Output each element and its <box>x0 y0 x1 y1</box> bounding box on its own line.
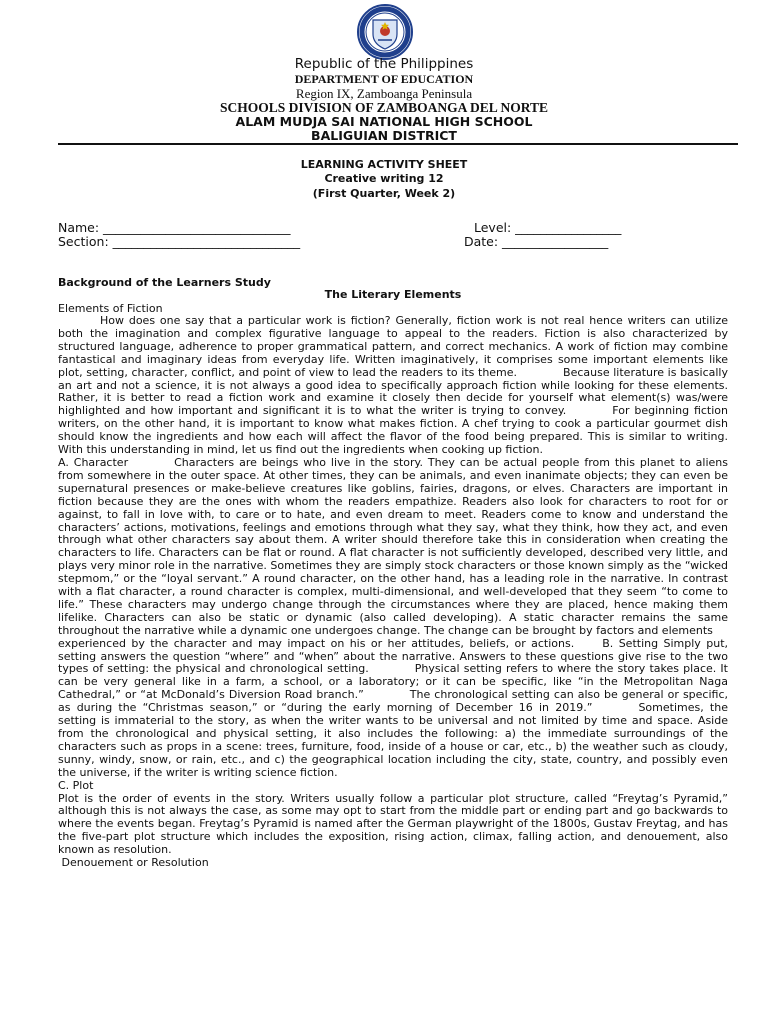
sheet-quarter: (First Quarter, Week 2) <box>312 187 456 200</box>
intro-part-2: Because literature is basically an art and not a science, it is not always a good idea to specifically approach fiction while looking for these elements. Rather, it is better to read a fiction work and examine it closely then decide for yourself what element(s) was/were highlighted and how important and significant it is to what the writer is trying to convey. <box>58 365 728 418</box>
denouement-heading <box>58 857 728 870</box>
deped-seal-icon <box>352 4 418 60</box>
header-division: SCHOOLS DIVISION OF ZAMBOANGA DEL NORTE <box>220 100 548 115</box>
date-field: Date: _________________ <box>464 234 609 249</box>
intro-part-1: How does one say that a particular work is fiction? Generally, fiction work is not real hence writers can utilize both the imagination and complex figurative language to appeal to the readers. Fiction is also characterized by structured language, adherence to proper grammatical pattern, and correct mechanics. A work of fiction may combine fantastical and imaginary ideas from everyday life. Written imaginatively, it comprises some important elements like plot, setting, character, conflict, and point of view to lead the readers to its theme. <box>58 314 728 379</box>
setting-part-1: Simply put, setting answers the question “where” and “when” about the narrative. Answers to these questions give rise to the two types of setting: the physical and chronological setting. <box>58 636 728 676</box>
setting-part-2: Physical setting refers to where the story takes place. It can be very general like in a farm, a school, or a laboratory; or it can be specific, like “in the Metropolitan Naga Cathedral,” or “at McDonald’s Diversion Road branch.” <box>58 662 728 702</box>
header-school: ALAM MUDJA SAI NATIONAL HIGH SCHOOL <box>235 114 533 129</box>
plot-label: C. Plot <box>58 778 94 792</box>
header-district: BALIGUIAN DISTRICT <box>311 128 457 143</box>
background-title: Background of the Learners Study <box>58 276 271 289</box>
header-department: DEPARTMENT OF EDUCATION <box>294 72 474 86</box>
intro-paragraph <box>58 315 728 457</box>
level-field: Level: _________________ <box>474 220 622 235</box>
literary-elements-title: The Literary Elements <box>324 288 462 301</box>
character-continued: experienced by the character and may impact on his or her attitudes, beliefs, or actions. <box>58 636 575 650</box>
body-text <box>58 315 728 870</box>
denouement-text: Denouement or Resolution <box>61 856 209 870</box>
name-field: Name: ______________________________ <box>58 220 291 235</box>
intro-part-3: For beginning fiction writers, on the other hand, it is important to know what makes fiction. A chef trying to cook a particular gourmet dish should know the ingredients and how each will affect the flavor of the food being prepared. This is similar to writing. With this understanding in mind, let us find out the ingredients when cooking up fiction. <box>58 404 728 457</box>
character-text: Characters are beings who live in the story. They can be actual people from this planet to aliens from somewhere in the outer space. At other times, they can be animals, and even inanimate objects; they can even be supernatural presences or make-believe creatures like goblins, fairies, dragons, or elves. Characters are important in fiction because they are the ones with whom the readers empathize. Readers also look for characters to root for or against, to fall in love with, to care or to hate, and even dream to meet. Readers come to know and understand the characters’ actions, motivations, feelings and emotions through what they say, what they think, how they act, and even through what other characters say about them. A writer should therefore take this in consideration when creating the characters to life. Characters can be flat or round. A flat character is not sufficiently developed, described very little, and plays very minor role in the narrative. Sometimes they are simply stock characters or those known simply as the “wicked stepmom,” or the “loyal servant.” A round character, on the other hand, has a leading role in the narrative. In contrast with a flat character, a round character is complex, multi-dimensional, and well-developed that they seem “to come to life.” These characters may undergo change through the circumstances where they are placed, hence making them lifelike. Characters can also be static or dynamic (also called developing). A static character remains the same throughout the narrative while a dynamic one undergoes change. The change can be brought by factors and elements <box>58 455 728 637</box>
character-paragraph <box>58 457 728 638</box>
setting-paragraph <box>58 638 728 780</box>
setting-part-3: The chronological setting can also be general or specific, as during the “Christmas season,” or “during the early morning of December 16 in 2019.” <box>58 688 728 715</box>
header-region: Region IX, Zamboanga Peninsula <box>295 86 473 101</box>
character-label: A. Character <box>58 455 129 469</box>
plot-paragraph: Plot is the order of events in the story. Writers usually follow a particular plot structure, called “Freytag’s Pyramid,” although this is not always the case, as some may opt to start from the middle part or ending part and go backwards to where the events began. Freytag’s Pyramid is named after the German playwright of the 1800s, Gustav Freytag, and has the five-part plot structure which includes the exposition, rising action, climax, falling action, and denouement, also known as resolution. <box>58 791 728 857</box>
header-divider <box>58 143 738 145</box>
setting-label: B. Setting <box>602 636 659 650</box>
header-republic: Republic of the Philippines <box>294 56 474 72</box>
section-field: Section: ______________________________ <box>58 234 301 249</box>
deped-seal <box>352 4 418 60</box>
setting-part-4: Sometimes, the setting is immaterial to the story, as when the writer wants to be universal and not limited by time and space. Aside from the chronological and physical setting, it also includes the following: a) the immediate surroundings of the characters such as props in a scene: trees, furniture, food, inside of a house or car, etc., b) the weather such as cloudy, sunny, windy, snow, or rain, etc., and c) the geographical location including the city, state, country, and possibly even the universe, if the writer is writing science fiction. <box>58 701 728 779</box>
elements-heading: Elements of Fiction <box>58 302 163 315</box>
sheet-title: LEARNING ACTIVITY SHEET <box>300 158 468 171</box>
sheet-subject: Creative writing 12 <box>324 172 444 185</box>
